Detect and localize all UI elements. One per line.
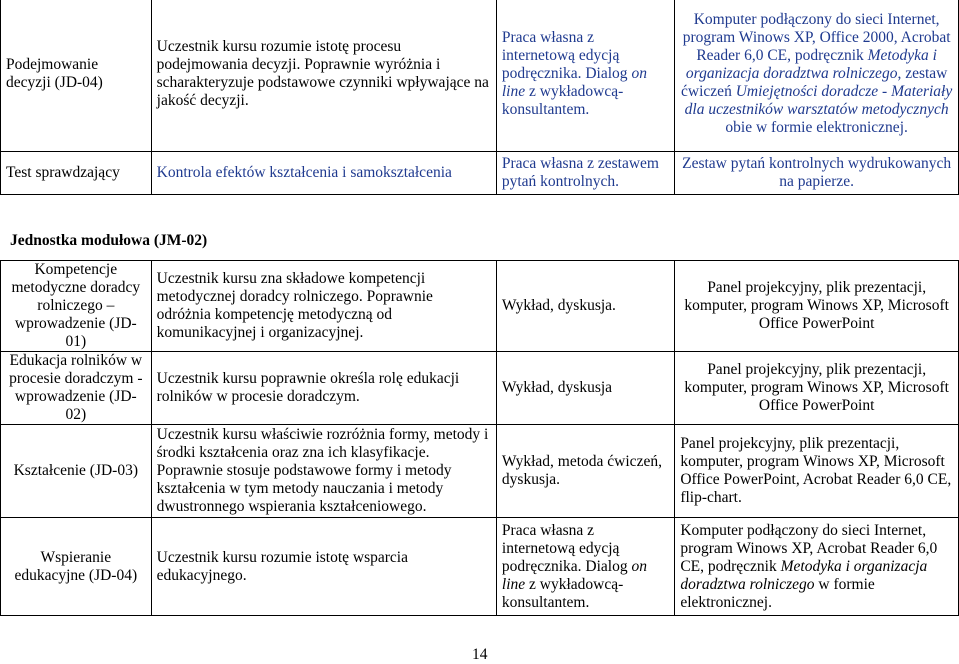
cell-text: z wykładowcą-konsultantem. — [501, 575, 624, 611]
cell-text: Komputer podłączony do sieci Internet, program Winows XP, Office 2000, Acrobat Reader 6,0 CE, podręcznik — [682, 11, 951, 64]
cell-text: Edukacja rolników w procesie doradczym - wprowadzenie (JD-02) — [9, 352, 143, 423]
cell-outcomes — [151, 152, 496, 195]
cell-text: z wykładowcą-konsultantem. — [501, 83, 624, 118]
cell-text: Wykład, metoda ćwiczeń, dyskusja. — [501, 453, 662, 488]
cell-text: Praca własna z internetową edycją podręcznika. Dialog — [501, 521, 632, 575]
cell-outcomes — [151, 518, 496, 616]
cell-text: Komputer podłączony do sieci Internet, program Winows XP, Acrobat Reader 6,0 CE, podręcznik — [680, 521, 938, 575]
cell-text: Uczestnik kursu poprawnie określa rolę edukacji rolników w procesie doradczym. — [156, 370, 460, 405]
cell-text: Kontrola efektów kształcenia i samokształcenia — [156, 164, 452, 181]
table-row — [1, 0, 959, 152]
cell-text: Wykład, dyskusja — [501, 379, 613, 396]
table-row — [1, 261, 959, 352]
cell-text: Wykład, dyskusja. — [501, 297, 616, 314]
cell-unit-name — [1, 425, 152, 518]
cell-outcomes — [151, 261, 496, 352]
cell-methods — [496, 261, 674, 352]
cell-methods — [496, 352, 674, 425]
cell-text: Zestaw pytań kontrolnych wydrukowanych na papierze. — [682, 155, 952, 190]
cell-text: Uczestnik kursu zna składowe kompetencji metodycznej doradcy rolniczego. Poprawnie odróżnia kompetencję metodyczną od komunikacyjnej i organizacyjnej. — [156, 270, 433, 341]
cell-resources — [675, 352, 959, 425]
cell-resources — [675, 152, 959, 195]
cell-text: Uczestnik kursu właściwie rozróżnia formy, metody i środki kształcenia oraz zna ich klasyfikacje. Poprawnie stosuje podstawowe formy i metody kształcenia w tym metody nauczania i metody dwustronnego wspierania kształceniowego. — [156, 426, 489, 515]
cell-text: Panel projekcyjny, plik prezentacji, komputer, program Winows XP, Microsoft Office PowerPoint — [684, 361, 949, 414]
cell-text: Panel projekcyjny, plik prezentacji, komputer, program Winows XP, Microsoft Office PowerPoint — [684, 279, 949, 332]
cell-resources — [675, 261, 959, 352]
cell-outcomes — [151, 0, 496, 152]
cell-text-italic: on line — [501, 65, 647, 100]
table-row — [1, 425, 959, 518]
cell-methods — [496, 152, 674, 195]
cell-text: obie w formie elektronicznej. — [725, 119, 908, 136]
cell-text: Praca własna z internetową edycją podręcznika. Dialog — [501, 29, 632, 82]
cell-text-italic: Metodyka i organizacja doradztwa rolniczego — [685, 47, 937, 82]
cell-text-italic: Metodyka i organizacja doradztwa rolniczego — [680, 557, 928, 593]
cell-text: Kształcenie (JD-03) — [13, 462, 138, 479]
page-number: 14 — [472, 646, 488, 663]
cell-text: Kompetencje metodyczne doradcy rolniczego – wprowadzenie (JD-01) — [11, 261, 141, 350]
table-row — [1, 352, 959, 425]
cell-unit-name — [1, 261, 152, 352]
cell-text: , zestaw ćwiczeń — [681, 65, 948, 100]
cell-text: Praca własna z zestawem pytań kontrolnych. — [501, 155, 659, 190]
cell-text: w formie elektronicznej. — [680, 575, 875, 611]
cell-text: Wspieranie edukacyjne (JD-04) — [14, 548, 138, 584]
cell-methods — [496, 518, 674, 616]
cell-resources — [675, 518, 959, 616]
cell-methods — [496, 0, 674, 152]
cell-text: Uczestnik kursu rozumie istotę wsparcia edukacyjnego. — [156, 548, 408, 584]
cell-unit-name — [1, 352, 152, 425]
table-row — [1, 518, 959, 616]
cell-text: Test sprawdzający — [6, 164, 120, 181]
cell-unit-name — [1, 152, 152, 195]
cell-text: Uczestnik kursu rozumie istotę procesu podejmowania decyzji. Poprawnie wyróżnia i scharakteryzuje podstawowe czynniki wpływające na jakość decyzji. — [156, 38, 489, 109]
cell-text-italic: on line — [501, 557, 647, 593]
cell-text: Podejmowanie decyzji (JD-04) — [6, 56, 103, 91]
cell-resources — [675, 0, 959, 152]
cell-outcomes — [151, 425, 496, 518]
cell-text-italic: Umiejętności doradcze - Materiały dla uczestników warsztatów metodycznych — [684, 83, 953, 118]
cell-resources — [675, 425, 959, 518]
cell-outcomes — [151, 352, 496, 425]
bottom-table — [0, 260, 959, 616]
cell-text: Panel projekcyjny, plik prezentacji, komputer, program Winows XP, Microsoft Office PowerPoint, Acrobat Reader 6,0 CE, flip-chart. — [680, 435, 952, 506]
cell-unit-name — [1, 518, 152, 616]
cell-methods — [496, 425, 674, 518]
section-heading: Jednostka modułowa (JM-02) — [10, 232, 208, 249]
top-table — [0, 0, 959, 195]
cell-unit-name — [1, 0, 152, 152]
table-row — [1, 152, 959, 195]
